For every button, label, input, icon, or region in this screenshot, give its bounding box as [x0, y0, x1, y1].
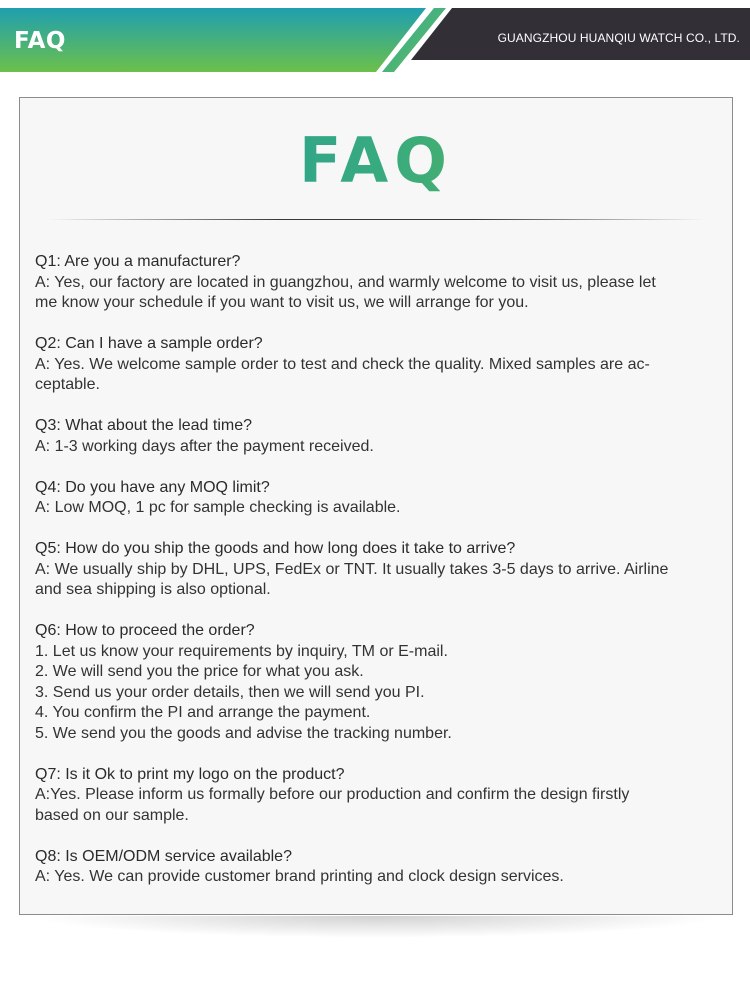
faq-item — [35, 252, 719, 314]
faq-item — [35, 539, 719, 601]
faq-question: Q2: Can I have a sample order? — [35, 335, 263, 352]
faq-logo: FAQ — [20, 126, 732, 196]
faq-list — [35, 252, 719, 908]
banner-title: FAQ — [14, 28, 66, 54]
faq-item — [35, 621, 719, 744]
faq-answer-line: A: We usually ship by DHL, UPS, FedEx or TNT. It usually takes 3-5 days to arrive. Airline — [35, 560, 669, 578]
faq-answer-line: me know your schedule if you want to visit us, we will arrange for you. — [35, 294, 529, 311]
faq-answer-line: 5. We send you the goods and advise the tracking number. — [35, 724, 452, 742]
faq-answer-line: A: 1-3 working days after the payment received. — [35, 437, 374, 455]
faq-item — [35, 416, 719, 457]
company-name: GUANGZHOU HUANQIU WATCH CO., LTD. — [497, 31, 740, 45]
faq-question: Q5: How do you ship the goods and how long does it take to arrive? — [35, 540, 516, 557]
faq-question: Q3: What about the lead time? — [35, 417, 253, 434]
faq-question: Q4: Do you have any MOQ limit? — [35, 478, 270, 496]
header-banner — [0, 0, 750, 72]
card-shadow — [30, 916, 722, 938]
faq-answer-line: A: Yes. We can provide customer brand printing and clock design services. — [35, 868, 564, 885]
faq-answer-line: based on our sample. — [35, 806, 189, 824]
faq-answer-line: A: Yes. We welcome sample order to test and check the quality. Mixed samples are ac- — [35, 355, 650, 373]
faq-answer-line: 1. Let us know your requirements by inquiry, TM or E-mail. — [35, 642, 448, 660]
faq-question: Q8: Is OEM/ODM service available? — [35, 847, 292, 865]
faq-answer-line: ceptable. — [35, 376, 100, 393]
faq-card — [19, 97, 733, 915]
faq-item — [35, 847, 719, 888]
divider — [48, 219, 704, 220]
faq-answer-line: A: Yes, our factory are located in guangzhou, and warmly welcome to visit us, please let — [35, 273, 656, 291]
faq-item — [35, 765, 719, 827]
faq-question: Q1: Are you a manufacturer? — [35, 253, 241, 270]
faq-answer-line: A: Low MOQ, 1 pc for sample checking is available. — [35, 499, 401, 516]
faq-item — [35, 478, 719, 519]
faq-answer-line: A:Yes. Please inform us formally before our production and confirm the design firstly — [35, 786, 630, 803]
faq-answer-line: 2. We will send you the price for what you ask. — [35, 663, 364, 680]
faq-answer-line: and sea shipping is also optional. — [35, 581, 271, 598]
faq-question: Q6: How to proceed the order? — [35, 622, 255, 639]
faq-answer-line: 4. You confirm the PI and arrange the payment. — [35, 704, 371, 721]
faq-question: Q7: Is it Ok to print my logo on the product? — [35, 765, 345, 783]
faq-item — [35, 334, 719, 396]
faq-answer-line: 3. Send us your order details, then we will send you PI. — [35, 683, 425, 701]
